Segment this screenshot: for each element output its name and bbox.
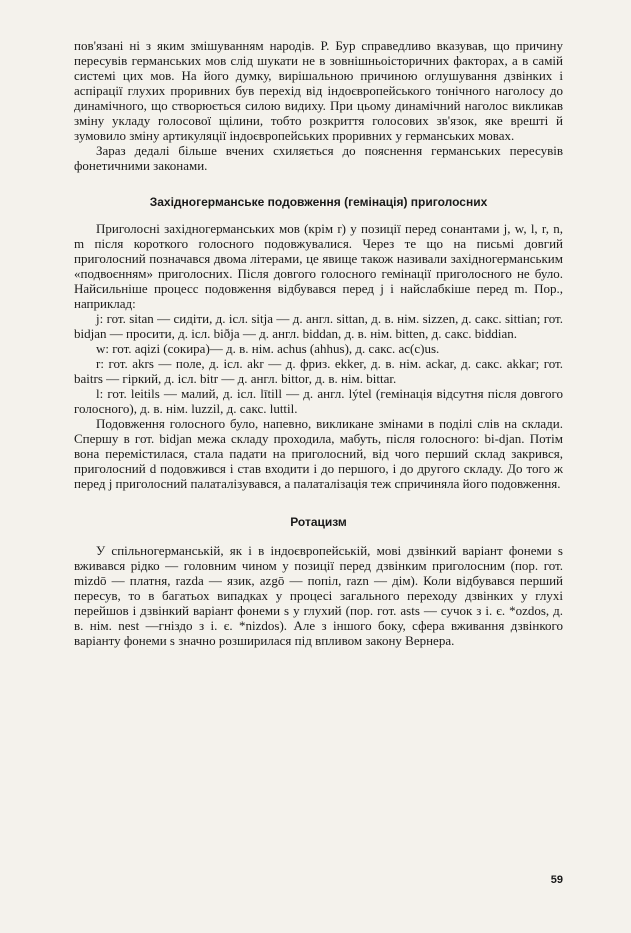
- example-j: j: гот. sitan — сидіти, д. ісл. sitja — д. англ. sittan, д. в. нім. sizzen, д. сакс. sittian; гот. bidjan — просити, д. ісл. biðja — д. англ. biddan, д. в. нім. bitten, д. сакс. biddian.: [74, 311, 563, 341]
- paragraph-intro: пов'язані ні з яким змішуванням народів. Р. Бур справедливо вказував, що причину пересувів германських мов слід шукати не в зовнішньоісторичних факторах, а в самій системі цих мов. На його думку, вирішальною причиною оглушування дзвінких і аспірації глухих проривних був перехід від індоєвропейського тонічного наголосу до динамічного, що створюється силою видиху. При цьому динамічний наголос викликав зміну укладу голосової щілини, тобто розкриття голосових зв'язок, яке врешті й зумовило зміну артикуляції індоєвропейських проривних у германських мовах.: [74, 38, 563, 143]
- paragraph-summary: Зараз дедалі більше вчених схиляється до пояснення германських пересувів фонетичними законами.: [74, 143, 563, 173]
- paragraph-gemination-intro: Приголосні західногерманських мов (крім r) у позиції перед сонантами j, w, l, r, n, m після короткого голосного подовжувалися. Через те що на письмі довгий приголосний позначався двома літерами, це явище також називали західногерманським «подвоєнням» приголосних. Після довгого голосного гемінації приголосного не було. Найсильніше процесс подовження відбувався перед j і найслабкіше перед m. Пор., наприклад:: [74, 221, 563, 311]
- section-heading-gemination: Західногерманське подовження (гемінація) приголосних: [149, 195, 488, 209]
- example-l: l: гот. leitils — малий, д. ісл. lītill — д. англ. lýtel (гемінація відсутня після довгого голосного), д. в. нім. luzzil, д. сакс. luttil.: [74, 386, 563, 416]
- example-r: r: гот. akrs — поле, д. ісл. akr — д. фриз. ekker, д. в. нім. ackar, д. сакс. akkar; гот. baitrs — гіркий, д. ісл. bitr — д. англ. bittor, д. в. нім. bittar.: [74, 356, 563, 386]
- section-heading-rhotacism: Ротацизм: [290, 515, 347, 529]
- example-w: w: гот. aqizi (сокира)— д. в. нім. achus (ahhus), д. сакс. ac(c)us.: [96, 341, 440, 356]
- page-number: 59: [550, 874, 563, 886]
- paragraph-gemination-explanation: Подовження голосного було, напевно, викликане змінами в поділі слів на склади. Спершу в гот. bidjan межа складу проходила, мабуть, після голосного: bi-djan. Потім вона перемістилася, стала падати на приголосний, від чого перший склад закрився, приголосний d подовжився і став входити і до першого, і до другого складу. До того ж перед j приголосний палаталізувався, а палаталізація теж спричиняла його подовження.: [74, 416, 563, 491]
- paragraph-rhotacism: У спільногерманській, як і в індоєвропейській, мові дзвінкий варіант фонеми s вживався рідко — головним чином у позиції перед дзвінким приголосним (пор. гот. mizdō — платня, razda — язик, azgō — попіл, razn — дім). Коли відбувався перший пересув, то в багатьох випадках у процесі загального переходу дзвінких у глухі перейшов і дзвінкий варіант фонеми s у глухий (пор. гот. asts — сучок з і. є. *ozdos, д. в. нім. nest —гніздо з і. є. *nizdos). Але з іншого боку, сфера вживання дзвінкого варіанту фонеми s значно розширилася під впливом закону Вернера.: [74, 543, 563, 648]
